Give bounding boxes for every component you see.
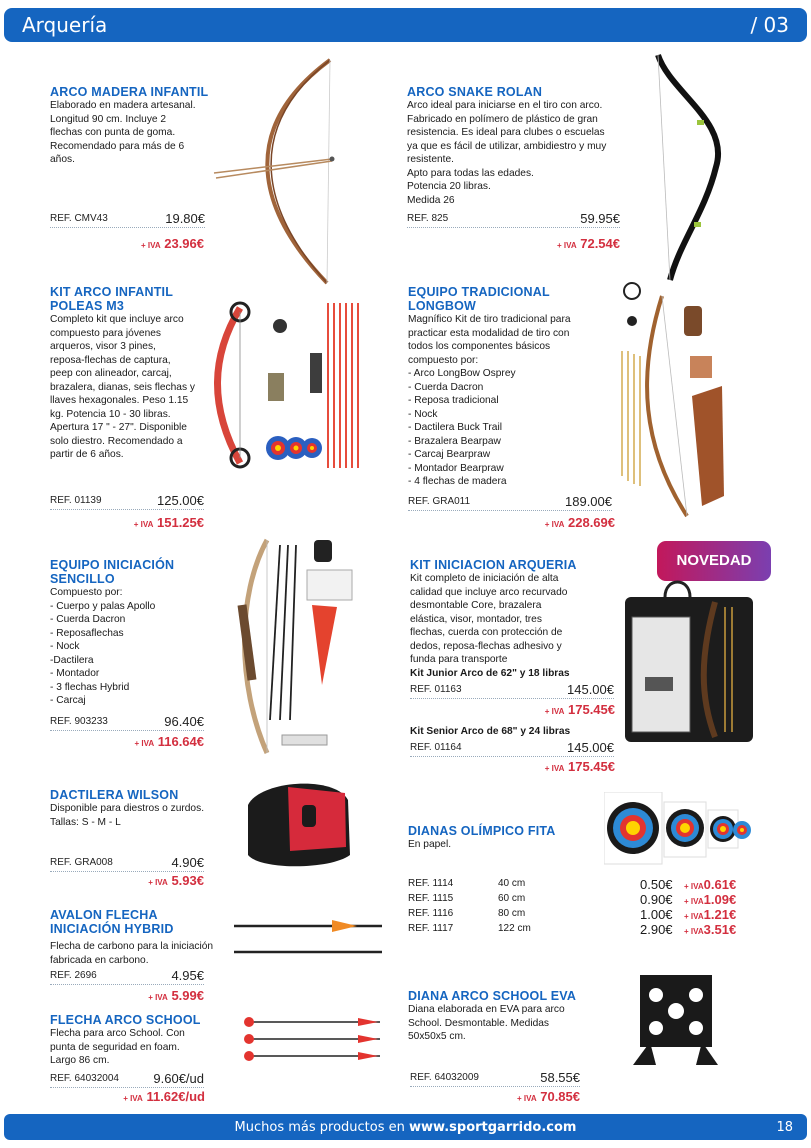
iva-price: + IVA 72.54€ bbox=[556, 236, 620, 251]
wooden-bow-image bbox=[212, 55, 337, 287]
product-iniciacion-sencillo bbox=[50, 558, 220, 708]
iva-price: + IVA 228.69€ bbox=[544, 515, 615, 530]
product-title: KIT INICIACION ARQUERIA bbox=[410, 558, 577, 572]
ref-row: REF. 64032009 58.55€ bbox=[410, 1070, 580, 1085]
product-title: AVALON FLECHA INICIACIÓN HYBRID bbox=[50, 908, 174, 936]
fita-price-row: REF. 1116 80 cm 1.00€ + IVA 1.21€ bbox=[408, 907, 737, 922]
product-dianas-fita bbox=[408, 824, 608, 852]
product-longbow bbox=[408, 285, 618, 489]
iva-price: + IVA 175.45€ bbox=[544, 702, 615, 717]
product-title: ARCO MADERA INFANTIL bbox=[50, 85, 209, 99]
product-diana-school bbox=[408, 989, 608, 1044]
product-description: En papel. bbox=[408, 839, 452, 850]
longbow-kit-image bbox=[612, 276, 730, 521]
ref-row: REF. GRA011 189.00€ bbox=[408, 494, 612, 509]
fita-price-row: REF. 1117 122 cm 2.90€ + IVA 3.51€ bbox=[408, 922, 737, 937]
product-arco-snake bbox=[407, 85, 637, 207]
iva-price: + IVA 116.64€ bbox=[134, 734, 204, 749]
product-title: DIANA ARCO SCHOOL EVA bbox=[408, 989, 577, 1003]
product-title: DIANAS OLÍMPICO FITA bbox=[408, 824, 556, 838]
footer-message: Muchos más productos en www.sportgarrido.com bbox=[234, 1120, 577, 1135]
fita-price-row: REF. 1114 40 cm 0.50€ + IVA 0.61€ bbox=[408, 877, 737, 892]
product-description: Disponible para diestros o zurdos. Tallas: S - M - L bbox=[50, 803, 205, 828]
ref-row: REF. CMV43 19.80€ bbox=[50, 211, 205, 226]
ref-row: REF. 2696 4.95€ bbox=[50, 968, 204, 983]
product-avalon-flecha bbox=[50, 908, 250, 967]
snake-bow-image bbox=[650, 52, 730, 284]
product-title: EQUIPO INICIACIÓN SENCILLO bbox=[50, 558, 175, 586]
eva-target-image bbox=[628, 970, 723, 1070]
finger-tab-image bbox=[240, 775, 355, 870]
product-title: DACTILERA WILSON bbox=[50, 788, 179, 802]
ref-row: REF. 64032004 9.60€/ud bbox=[50, 1071, 204, 1086]
product-title: ARCO SNAKE ROLAN bbox=[407, 85, 543, 99]
ref-row: REF. 01163 145.00€ bbox=[410, 682, 614, 697]
product-arco-madera bbox=[50, 85, 220, 167]
recurve-kit-image bbox=[222, 535, 370, 757]
iva-price: + IVA 151.25€ bbox=[133, 515, 204, 530]
compound-bow-kit-image bbox=[200, 298, 365, 473]
iva-price: + IVA 23.96€ bbox=[140, 236, 204, 251]
product-description: Kit completo de iniciación de alta calidad que incluye arco recurvado desmontable Core, brazalera elástica, visor, montador, tres flechas, cuerda con protección de dedos, reposa-flechas adhesivo y funda para transporte Kit Junior Arco de 62" y 18 libras bbox=[410, 573, 570, 679]
iva-price: + IVA 175.45€ bbox=[544, 759, 615, 774]
bow-case-image bbox=[620, 577, 760, 747]
ref-row: REF. 825 59.95€ bbox=[407, 211, 620, 226]
iva-price: + IVA 5.99€ bbox=[148, 988, 204, 1003]
product-description: Magnífico Kit de tiro tradicional para practicar esta modalidad de tiro con todos los componentes básicos compuesto por: - Arco LongBow Osprey - Cuerda Dacron - Reposa tradicional - Nock - Dactilera Buck Trail - Brazalera Bearpaw - Carcaj Bearpraw - Montador Bearpraw - 4 flechas de madera bbox=[408, 314, 571, 487]
iva-price: + IVA 11.62€/ud bbox=[123, 1089, 205, 1104]
product-description: Flecha para arco School. Con punta de seguridad en foam. Largo 86 cm. bbox=[50, 1028, 185, 1066]
product-title: FLECHA ARCO SCHOOL bbox=[50, 1013, 201, 1027]
product-dactilera bbox=[50, 788, 250, 829]
iva-price: + IVA 70.85€ bbox=[516, 1089, 580, 1104]
ref-row: REF. 01139 125.00€ bbox=[50, 493, 204, 508]
product-kit-poleas bbox=[50, 285, 210, 462]
fita-targets-image bbox=[604, 792, 754, 867]
novedad-badge: NOVEDAD bbox=[657, 541, 771, 581]
page-footer bbox=[4, 1114, 807, 1140]
product-kit-iniciacion bbox=[410, 558, 610, 680]
iva-price: + IVA 5.93€ bbox=[148, 873, 204, 888]
footer-site-link[interactable]: www.sportgarrido.com bbox=[409, 1120, 577, 1135]
kit-senior-label: Kit Senior Arco de 68" y 24 libras bbox=[410, 726, 571, 737]
header-title: Arquería bbox=[22, 13, 108, 37]
fita-price-row: REF. 1115 60 cm 0.90€ + IVA 1.09€ bbox=[408, 892, 737, 907]
header-section: / 03 bbox=[750, 13, 789, 37]
hybrid-arrow-image bbox=[232, 918, 387, 960]
product-description: Arco ideal para iniciarse en el tiro con arco. Fabricado en polímero de plástico de gran resistencia. Es ideal para clubes o escuelas ya que es fácil de utilizar, ambidiestro y muy resistente. Apto para todas las edades. Potencia 20 libras. Medida 26 bbox=[407, 100, 607, 206]
product-description: Completo kit que incluye arco compuesto para jóvenes arqueros, visor 3 pines, reposa-flechas de captura, peep con alineador, carcaj, brazalera, dianas, seis flechas y llaves hexagonales. Peso 1.15 kg. Potencia 10 - 30 libras. Apertura 17 " - 27". Disponible solo diestro. Recomendado a partir de 6 años. bbox=[50, 314, 195, 460]
product-description: Diana elaborada en EVA para arco School. Desmontable. Medidas 50x50x5 cm. bbox=[408, 1004, 565, 1042]
product-description: Flecha de carbono para la iniciación fabricada en carbono. bbox=[50, 941, 214, 966]
product-flecha-school bbox=[50, 1013, 250, 1068]
product-title: EQUIPO TRADICIONAL LONGBOW bbox=[408, 285, 550, 313]
page-header bbox=[4, 8, 807, 42]
school-arrows-image bbox=[240, 1014, 388, 1062]
product-description: Compuesto por: - Cuerpo y palas Apollo - Cuerda Dacron - Reposaflechas - Nock -Dactilera - Montador - 3 flechas Hybrid - Carcaj bbox=[50, 587, 156, 706]
ref-row: REF. 903233 96.40€ bbox=[50, 714, 204, 729]
page-number: 18 bbox=[776, 1120, 793, 1135]
product-title: KIT ARCO INFANTIL POLEAS M3 bbox=[50, 285, 174, 313]
ref-row: REF. 01164 145.00€ bbox=[410, 740, 614, 755]
ref-row: REF. GRA008 4.90€ bbox=[50, 855, 204, 870]
product-description: Elaborado en madera artesanal. Longitud 90 cm. Incluye 2 flechas con punta de goma. Recomendado para más de 6 años. bbox=[50, 100, 196, 165]
